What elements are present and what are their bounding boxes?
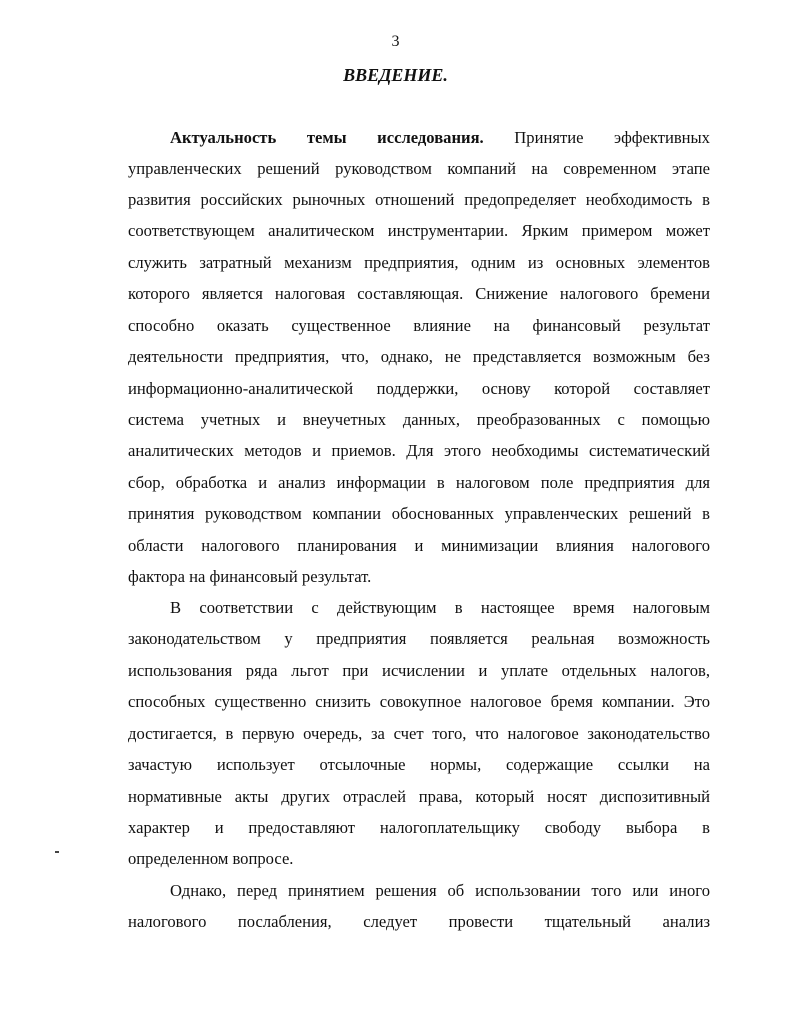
text-line: фактора на финансовый результат. <box>128 567 372 586</box>
text-line: управленческих решений руководством компаний на современном этапе <box>128 159 710 178</box>
text-line: аналитических методов и приемов. Для этого необходимы систематический <box>128 441 710 460</box>
page-number: 3 <box>391 33 400 50</box>
text-line: Однако, перед принятием решения об использовании того или иного <box>170 881 710 900</box>
text-line: достигается, в первую очередь, за счет того, что налоговое законодательство <box>128 724 710 743</box>
text-line: принятия руководством компании обоснованных управленческих решений в <box>128 504 710 523</box>
text-line: способно оказать существенное влияние на финансовый результат <box>128 316 710 335</box>
text-line: соответствующем аналитическом инструментарии. Ярким примером может <box>128 221 710 240</box>
text-line: которого является налоговая составляющая. Снижение налогового бремени <box>128 284 710 303</box>
text-line: законодательством у предприятия появляется реальная возможность <box>128 629 710 648</box>
text-line: использования ряда льгот при исчислении и уплате отдельных налогов, <box>128 661 710 680</box>
text-line: информационно-аналитической поддержки, основу которой составляет <box>128 379 710 398</box>
text-line: служить затратный механизм предприятия, одним из основных элементов <box>128 253 710 272</box>
text-line: определенном вопросе. <box>128 849 294 868</box>
text-line: В соответствии с действующим в настоящее время налоговым <box>170 598 710 617</box>
text-line: нормативные акты других отраслей права, который носят диспозитивный <box>128 787 710 806</box>
text-line: характер и предоставляют налогоплательщику свободу выбора в <box>128 818 710 837</box>
scan-mark <box>55 851 59 853</box>
text-line: деятельности предприятия, что, однако, не представляется возможным без <box>128 347 710 366</box>
text-line: Актуальность темы исследования. Принятие эффективных <box>170 128 710 147</box>
text-line: налогового послабления, следует провести тщательный анализ <box>128 912 710 931</box>
text-line: сбор, обработка и анализ информации в налоговом поле предприятия для <box>128 473 710 492</box>
page-title: ВВЕДЕНИЕ. <box>343 65 448 85</box>
text-line: развития российских рыночных отношений предопределяет необходимость в <box>128 190 710 209</box>
relevance-lead: Актуальность темы исследования. <box>170 128 484 147</box>
text-line: способных существенно снизить совокупное налоговое бремя компании. Это <box>128 692 710 711</box>
text-line: области налогового планирования и минимизации влияния налогового <box>128 536 710 555</box>
text-line: система учетных и внеучетных данных, преобразованных с помощью <box>128 410 710 429</box>
text-line: зачастую использует отсылочные нормы, содержащие ссылки на <box>128 755 710 774</box>
